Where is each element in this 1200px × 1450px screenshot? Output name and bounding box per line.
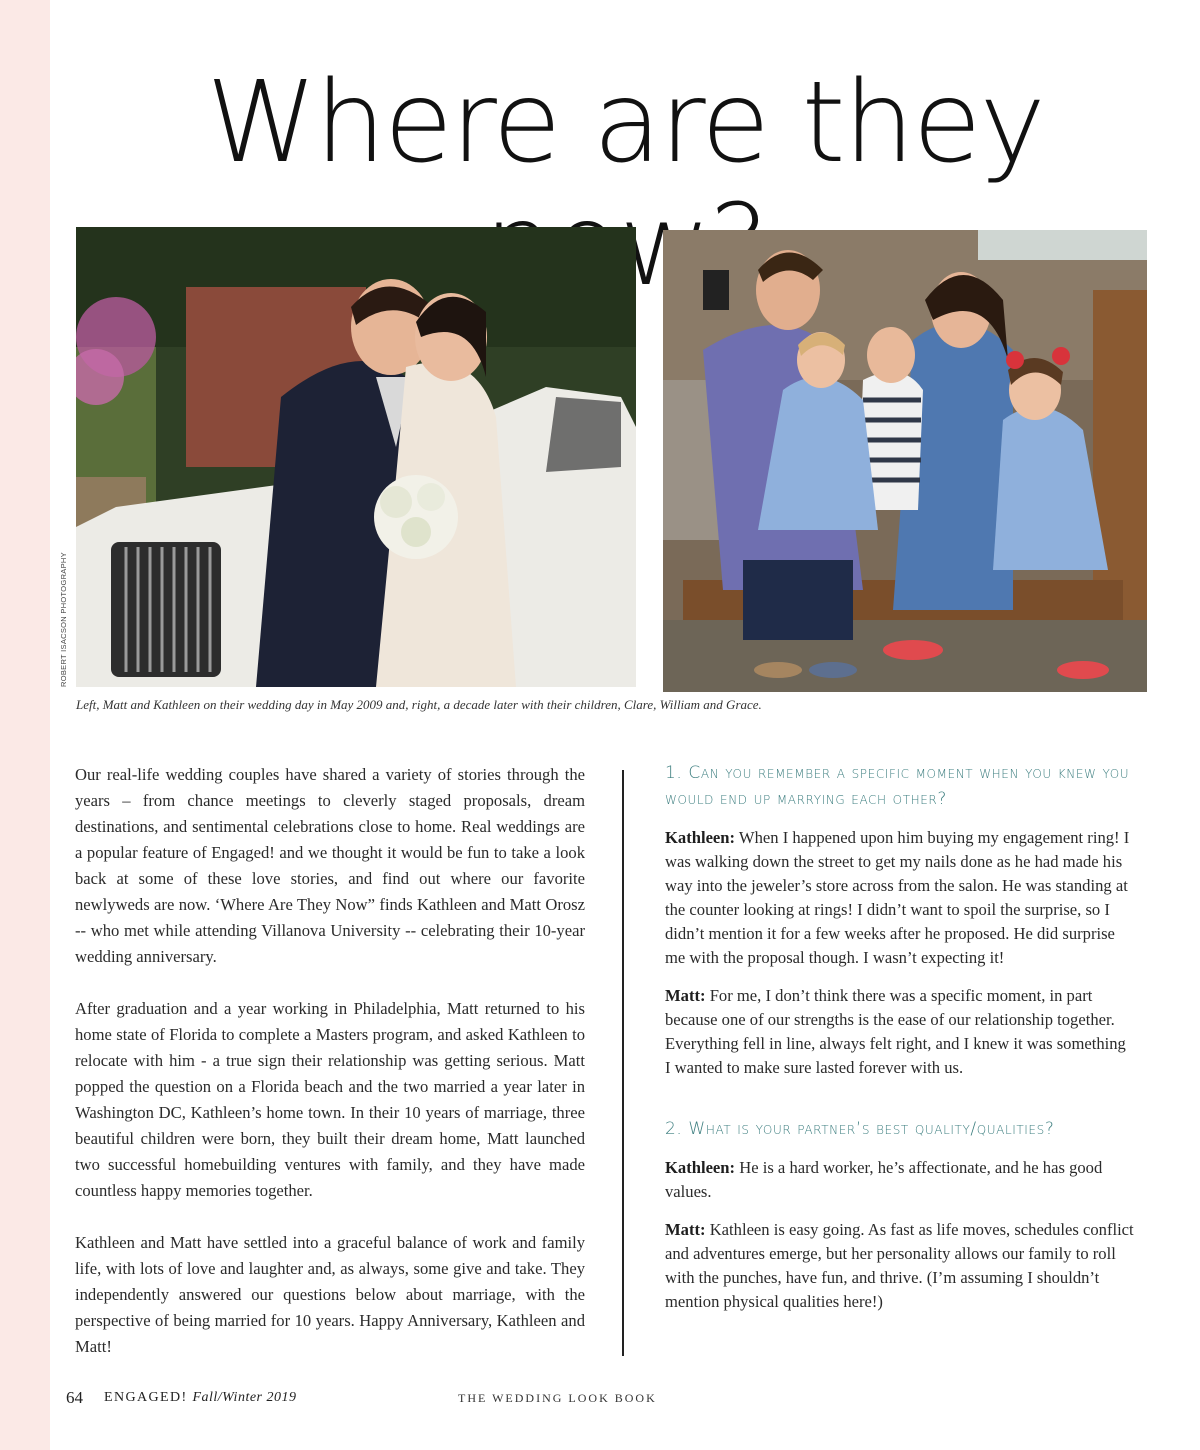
- page-headline: Where are they: [206, 58, 1044, 188]
- answer-text: He is a hard worker, he’s affectionate, and he has good values.: [665, 1158, 1103, 1201]
- family-photo-illustration: [663, 230, 1147, 692]
- intro-paragraph: After graduation and a year working in Philadelphia, Matt returned to his home state of Florida to complete a Masters program, and asked Kathleen to relocate with him - a true sign their relationship was getting serious. Matt popped the question on a Florida beach and the two married a year later in Washington DC, Kathleen’s home town. In their 10 years of marriage, three beautiful children were born, they built their dream home, Matt launched two successful homebuilding ventures with family, and they have made countless happy memories together.: [75, 999, 585, 1200]
- question-heading: 2. What is your partner’s best quality/qualities?: [665, 1119, 1055, 1139]
- answer-speaker: Matt:: [665, 1220, 706, 1239]
- wedding-photo-illustration: [76, 227, 636, 687]
- answer-speaker: Kathleen:: [665, 828, 736, 847]
- page-footer: [66, 1388, 1066, 1412]
- family-photo: [663, 230, 1147, 692]
- answer-speaker: Matt:: [665, 986, 706, 1005]
- photo-credit: ROBERT ISACSON PHOTOGRAPHY: [59, 552, 68, 687]
- wedding-photo: [76, 227, 636, 687]
- answer-text: For me, I don’t think there was a specific moment, in part because one of our strengths is the ease of our relationship together. Everything fell in line, always felt right, and I knew it was something I wanted to make sure lasted forever with us.: [665, 986, 1126, 1077]
- side-color-strip: [0, 0, 50, 1450]
- question-heading: 1. Can you remember a specific moment when you knew you would end up marrying each other?: [665, 763, 1130, 809]
- answer-paragraph: [665, 1156, 1135, 1204]
- photo-caption: Left, Matt and Kathleen on their wedding day in May 2009 and, right, a decade later with their children, Clare, William and Grace.: [76, 697, 762, 712]
- qa-column: [665, 760, 1135, 1328]
- intro-paragraph: Kathleen and Matt have settled into a graceful balance of work and family life, with lots of love and laughter and, as always, some give and take. They independently answered our questions below about marriage, with the perspective of being married for 10 years. Happy Anniversary, Kathleen and Matt!: [75, 1233, 585, 1356]
- magazine-title: ENGAGED!: [104, 1390, 188, 1405]
- answer-speaker: Kathleen:: [665, 1158, 736, 1177]
- page-number: 64: [66, 1388, 83, 1407]
- section-name: THE WEDDING LOOK BOOK: [458, 1391, 657, 1405]
- answer-text: Kathleen is easy going. As fast as life moves, schedules conflict and adventures emerge, but her personality allows our family to roll with the punches, have fun, and thrive. (I’m assuming I shouldn’t mention physical qualities here!): [665, 1220, 1134, 1311]
- magazine-name: [104, 1390, 297, 1406]
- magazine-issue: Fall/Winter 2019: [192, 1390, 297, 1405]
- answer-paragraph: [665, 1218, 1135, 1314]
- column-divider: [622, 770, 624, 1356]
- intro-column: [75, 762, 585, 1386]
- answer-text: When I happened upon him buying my engagement ring! I was walking down the street to get my nails done as he had made his way into the jeweler’s store across from the salon. He was standing at the counter looking at rings! I didn’t want to spoil the surprise, so I didn’t mention it for a few weeks after he proposed. He did surprise me with the proposal though. I wasn’t expecting it!: [665, 828, 1130, 967]
- answer-paragraph: [665, 984, 1135, 1080]
- answer-paragraph: [665, 826, 1135, 970]
- intro-paragraph: Our real-life wedding couples have shared a variety of stories through the years – from chance meetings to cleverly staged proposals, dream destinations, and sentimental celebrations close to home. Real weddings are a popular feature of Engaged! and we thought it would be fun to take a look back at some of these love stories, and find out where our favorite newlyweds are now. ‘Where Are They Now” finds Kathleen and Matt Orosz -- who met while attending Villanova University -- celebrating their 10-year wedding anniversary.: [75, 765, 585, 966]
